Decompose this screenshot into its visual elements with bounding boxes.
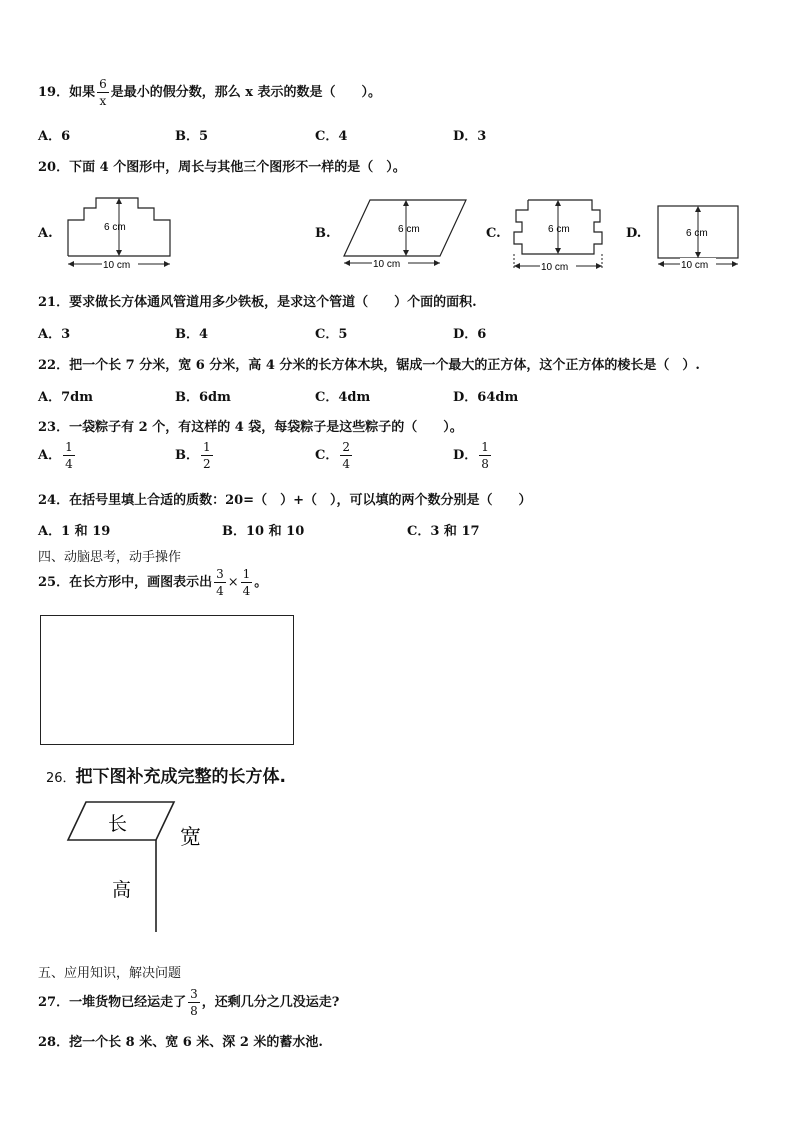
q24-option-c[interactable] [407,520,480,539]
figure-b-parallelogram [336,192,471,272]
q19-frac-den: x [99,94,107,108]
option-fraction [479,441,491,470]
question-22 [38,354,700,373]
question-24 [38,489,531,508]
q26-number: 26． [46,771,76,786]
q19-option-b[interactable] [175,125,208,144]
option-fraction [340,441,352,470]
q27-pre: 一堆货物已经运走了 [69,995,187,1010]
fig-c-width-label: 10 cm [541,262,569,273]
q24-option-a[interactable] [38,520,110,539]
figure-d-rectangle [654,200,744,272]
q20-option-c[interactable]: C. [486,226,501,241]
q25-number: 25． [38,575,70,590]
option-label: B． [175,327,199,342]
option-text: 6dm [199,390,231,405]
option-label: C． [407,524,431,539]
q27-fraction [188,988,200,1017]
question-23 [38,416,463,435]
q19-number: 19． [38,85,70,100]
option-text: 4 [199,327,209,342]
q20-option-b[interactable]: B. [315,226,331,241]
q26-length-label: 长 [108,814,128,835]
question-28 [38,1031,323,1050]
q21-option-a[interactable] [38,323,70,342]
q28-text: 挖一个长 8 米、宽 6 米、深 2 米的蓄水池. [69,1035,323,1050]
q25-pre: 在长方形中，画图表示出 [69,575,213,590]
fig-c-height-label: 6 cm [548,224,570,235]
option-fraction [201,441,213,470]
option-label: A． [38,129,62,144]
q23-option-b[interactable] [175,441,215,470]
q24-number: 24． [38,493,70,508]
option-label: B． [222,524,246,539]
q19-option-a[interactable] [38,125,70,144]
option-label: D． [453,390,478,405]
question-26 [46,762,286,787]
question-27 [38,988,339,1017]
q26-height-label: 高 [112,880,132,901]
frac-num: 1 [242,567,251,581]
fig-b-width-label: 10 cm [373,259,401,270]
q19-option-c[interactable] [315,125,347,144]
fig-d-height-label: 6 cm [686,228,708,239]
option-label: C． [315,129,339,144]
q20-option-d[interactable]: D. [626,226,642,241]
q19-option-d[interactable] [453,125,486,144]
option-text: 64dm [477,390,519,405]
times-sign: × [227,575,239,590]
frac-den: 8 [481,457,489,471]
option-text: 4dm [338,390,371,405]
frac-den: 4 [65,457,73,471]
q24-text: 在括号里填上合适的质数：20=（ ）+（ ），可以填的两个数分别是（ ） [69,493,532,508]
q23-option-d[interactable] [453,441,493,470]
q22-option-d[interactable] [453,386,518,405]
question-21 [38,291,477,310]
option-text: 6 [477,327,487,342]
option-label: D． [453,129,478,144]
option-label: B． [175,129,199,144]
question-20 [38,156,406,175]
option-fraction [63,441,75,470]
option-label: C． [315,390,339,405]
q23-number: 23． [38,420,70,435]
frac-num: 1 [481,440,489,454]
option-text: 3 和 17 [430,524,480,539]
option-text: 10 和 10 [246,524,305,539]
option-label: D． [453,448,478,463]
option-label: A． [38,448,62,463]
fig-d-width-label: 10 cm [681,260,709,271]
question-19 [38,78,381,107]
q26-cuboid-sketch [62,792,222,940]
q21-number: 21． [38,295,70,310]
q27-number: 27． [38,995,70,1010]
q19-post: 是最小的假分数，那么 x 表示的数是（ ）。 [110,85,382,100]
frac-num: 2 [342,440,350,454]
option-label: A． [38,524,62,539]
q26-text: 把下图补充成完整的长方体. [75,767,287,787]
option-text: 3 [477,129,487,144]
q19-frac-num: 6 [99,77,107,91]
option-label: C． [315,448,339,463]
q24-option-b[interactable] [222,520,304,539]
q23-text: 一袋粽子有 2 个，有这样的 4 袋，每袋粽子是这些粽子的（ ）。 [69,420,463,435]
figure-c-notched-shape [508,192,608,274]
frac-den: 2 [203,457,211,471]
q20-text: 下面 4 个图形中，周长与其他三个图形不一样的是（ ）。 [69,160,406,175]
section-4-heading: 四、动脑思考，动手操作 [38,550,182,565]
q25-fraction-2 [241,568,253,597]
q23-option-c[interactable] [315,441,354,470]
option-label: B． [175,448,199,463]
q22-text: 把一个长 7 分米，宽 6 分米，高 4 分米的长方体木块，锯成一个最大的正方体，这个正方体的棱长是（ ）. [69,358,700,373]
fig-a-height-label: 6 cm [104,222,126,233]
q25-fraction-1 [214,568,226,597]
fig-b-height-label: 6 cm [398,224,420,235]
option-label: A． [38,390,62,405]
q22-option-c[interactable] [315,386,370,405]
frac-num: 3 [216,567,224,581]
option-text: 4 [338,129,348,144]
option-text: 3 [61,327,71,342]
frac-den: 4 [216,584,224,598]
figure-a-stepped-shape [62,192,177,272]
q27-post: ，还剩几分之几没运走? [201,995,340,1010]
q28-number: 28． [38,1035,70,1050]
q22-number: 22． [38,358,70,373]
q22-option-a[interactable] [38,386,93,405]
option-label: D． [453,327,478,342]
q26-width-label: 宽 [180,826,201,849]
option-text: 7dm [61,390,93,405]
q23-option-a[interactable] [38,441,77,470]
option-label: A． [38,327,62,342]
q20-number: 20． [38,160,70,175]
q25-post: 。 [254,575,268,590]
option-text: 1 和 19 [61,524,111,539]
q21-option-c[interactable] [315,323,347,342]
q22-option-b[interactable] [175,386,231,405]
q19-pre: 如果 [69,85,96,100]
frac-den: 8 [190,1004,198,1018]
frac-den: 4 [242,584,251,598]
question-25 [38,568,267,597]
option-label: B． [175,390,199,405]
frac-num: 1 [65,440,73,454]
frac-num: 1 [203,440,211,454]
option-label: C． [315,327,339,342]
q21-text: 要求做长方体通风管道用多少铁板，是求这个管道（ ）个面的面积. [69,295,477,310]
fig-a-width-label: 10 cm [103,260,131,271]
option-text: 5 [199,129,209,144]
q20-option-a[interactable]: A. [38,226,53,241]
frac-den: 4 [342,457,350,471]
frac-num: 3 [190,987,198,1001]
option-text: 5 [338,327,348,342]
q25-drawing-rectangle[interactable] [40,615,294,745]
section-5-heading: 五、应用知识，解决问题 [38,966,182,981]
q21-option-d[interactable] [453,323,486,342]
option-text: 6 [61,129,71,144]
q21-option-b[interactable] [175,323,208,342]
q19-fraction [97,78,109,107]
